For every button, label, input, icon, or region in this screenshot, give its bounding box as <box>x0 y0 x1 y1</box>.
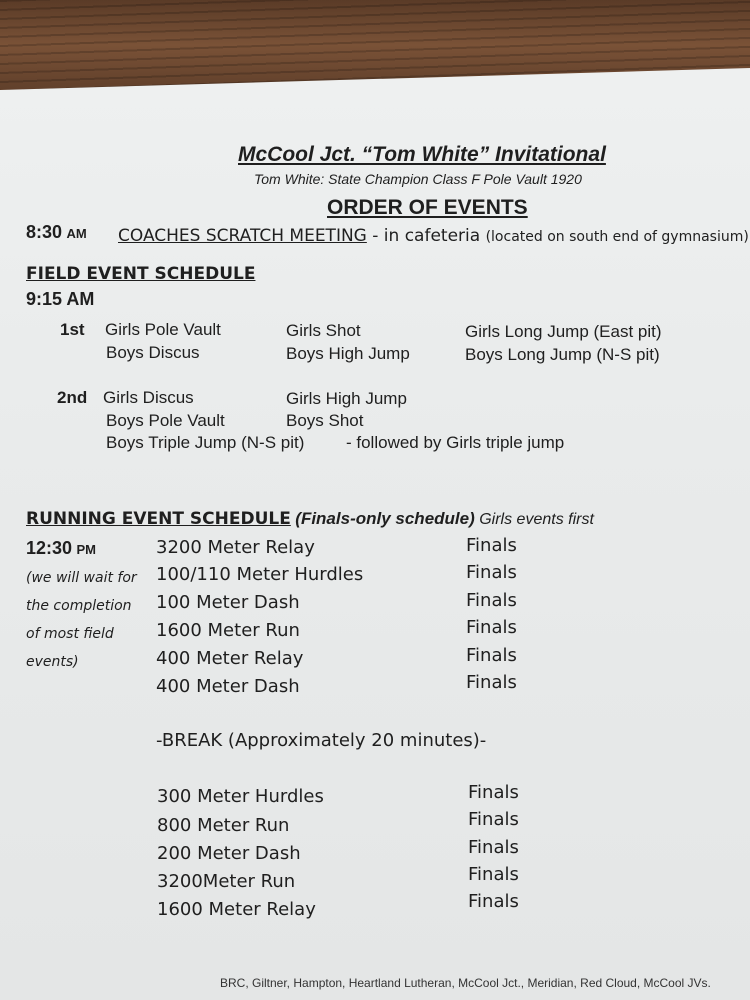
running-event: 400 Meter Relay <box>156 648 304 669</box>
running-event-finals: Finals <box>466 590 517 611</box>
break-note: -BREAK (Approximately 20 minutes)- <box>156 730 487 751</box>
order-of-events-heading: ORDER OF EVENTS <box>327 196 528 219</box>
field-schedule-heading: FIELD EVENT SCHEDULE <box>26 264 256 284</box>
round-2-note: - followed by Girls triple jump <box>346 433 565 452</box>
running-event: 3200Meter Run <box>157 871 296 892</box>
round-2-label: 2nd <box>57 388 88 407</box>
running-event: 100 Meter Dash <box>156 592 300 613</box>
round-1-event: Boys High Jump <box>286 344 410 363</box>
running-event-finals: Finals <box>468 837 519 858</box>
running-event-finals: Finals <box>468 891 519 912</box>
running-event-finals: Finals <box>466 645 517 666</box>
document-subtitle: Tom White: State Champion Class F Pole Vault 1920 <box>254 171 582 187</box>
wait-note-line: (we will wait for <box>26 570 137 586</box>
round-1-event: Girls Pole Vault <box>105 320 221 339</box>
round-1-event: Girls Shot <box>286 321 361 340</box>
running-event: 100/110 Meter Hurdles <box>156 564 364 585</box>
running-event-finals: Finals <box>466 672 517 693</box>
round-1-event: Boys Discus <box>106 343 200 362</box>
field-schedule-time: 9:15 AM <box>26 289 95 309</box>
round-2-event: Boys Shot <box>286 411 364 430</box>
running-event-finals: Finals <box>466 562 517 583</box>
meeting-where: - in cafeteria <box>366 226 486 246</box>
running-event-finals: Finals <box>468 809 519 830</box>
meeting-location: (located on south end of gymnasium) <box>485 229 749 245</box>
running-event-finals: Finals <box>468 864 519 885</box>
running-event-finals: Finals <box>466 617 517 638</box>
round-1-event: Boys Long Jump (N-S pit) <box>465 345 660 364</box>
wait-note-line: the completion <box>26 598 132 614</box>
running-event: 1600 Meter Relay <box>157 899 316 920</box>
running-event: 1600 Meter Run <box>156 620 300 641</box>
meeting-line <box>118 226 749 246</box>
round-1-event: Girls Long Jump (East pit) <box>465 322 662 341</box>
girls-first-note: Girls events first <box>479 511 594 528</box>
wait-note-line: of most field <box>26 626 114 642</box>
round-2-event: Boys Pole Vault <box>106 411 225 430</box>
round-2-event: Girls Discus <box>103 388 194 407</box>
running-event: 400 Meter Dash <box>156 676 300 697</box>
running-event: 800 Meter Run <box>157 815 290 836</box>
running-event: 300 Meter Hurdles <box>157 786 324 807</box>
document-title: McCool Jct. “Tom White” Invitational <box>238 143 606 166</box>
running-schedule-heading: RUNNING EVENT SCHEDULE <box>26 509 291 529</box>
meeting-time: 8:30 AM <box>26 222 87 242</box>
round-1-label: 1st <box>60 320 85 339</box>
participating-schools: BRC, Giltner, Hampton, Heartland Lutheran, McCool Jct., Meridian, Red Cloud, McCool JVs. <box>220 976 711 990</box>
round-2-event: Girls High Jump <box>286 389 407 408</box>
wait-note-line: events) <box>26 654 79 670</box>
meeting-label: COACHES SCRATCH MEETING <box>118 226 367 246</box>
finals-only-note: (Finals-only schedule) <box>295 509 475 528</box>
round-2-event: Boys Triple Jump (N-S pit) <box>106 433 305 452</box>
running-event: 200 Meter Dash <box>157 843 301 864</box>
running-event-finals: Finals <box>466 535 517 556</box>
running-event: 3200 Meter Relay <box>156 537 315 558</box>
running-event-finals: Finals <box>468 782 519 803</box>
running-schedule-header <box>26 509 594 529</box>
running-time: 12:30 PM <box>26 538 96 558</box>
